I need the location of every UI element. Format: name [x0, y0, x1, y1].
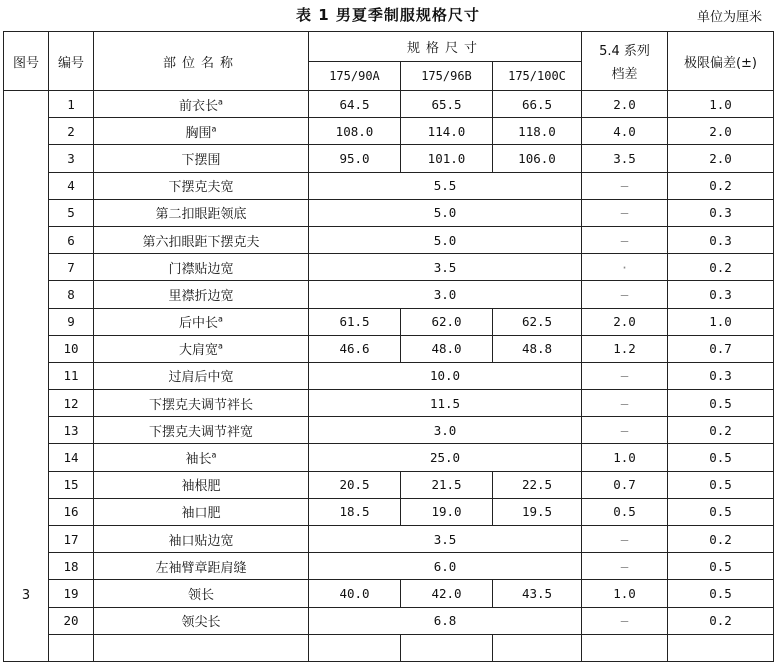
step-cell: · — [582, 254, 668, 281]
header-size-1: 175/90A — [309, 62, 401, 91]
part-name: 里襟折边宽 — [168, 288, 234, 304]
item-no-cell: 8 — [49, 281, 94, 308]
item-no-cell: 18 — [49, 553, 94, 580]
table-row-partial — [4, 634, 774, 661]
limit-cell: 0.5 — [668, 390, 774, 417]
limit-cell: 1.0 — [668, 91, 774, 118]
limit-cell: 0.2 — [668, 417, 774, 444]
part-name-cell — [94, 553, 309, 580]
step-cell: — — [582, 362, 668, 389]
part-name: 领长 — [187, 587, 214, 603]
header-size-group: 规格尺寸 — [309, 32, 582, 62]
part-name: 胸围 — [185, 125, 212, 141]
limit-cell: 0.5 — [668, 444, 774, 471]
empty-cell — [49, 634, 94, 661]
item-no-cell: 3 — [49, 145, 94, 172]
part-name: 领尖长 — [181, 615, 221, 631]
size-value-cell: 95.0 — [309, 145, 401, 172]
step-cell: 1.0 — [582, 444, 668, 471]
part-name-cell — [94, 417, 309, 444]
table-row — [4, 498, 774, 525]
size-value-cell: 48.0 — [401, 335, 493, 362]
part-name: 袖根肥 — [181, 479, 221, 495]
footnote-mark: a — [211, 450, 217, 460]
limit-cell: 0.2 — [668, 254, 774, 281]
table-row — [4, 580, 774, 607]
size-value-cell: 108.0 — [309, 118, 401, 145]
limit-cell: 0.3 — [668, 226, 774, 253]
part-name-cell — [94, 172, 309, 199]
size-value-cell: 114.0 — [401, 118, 493, 145]
table-row — [4, 172, 774, 199]
item-no-cell: 7 — [49, 254, 94, 281]
part-name: 下摆克夫宽 — [168, 180, 234, 196]
step-cell: — — [582, 199, 668, 226]
header-step-line2: 档差 — [611, 67, 638, 82]
size-value-cell: 22.5 — [493, 471, 582, 498]
part-name-cell — [94, 91, 309, 118]
table-row — [4, 308, 774, 335]
limit-cell: 0.5 — [668, 498, 774, 525]
part-name: 后中长 — [179, 316, 219, 332]
table-row — [4, 145, 774, 172]
part-name: 左袖臂章距肩缝 — [155, 560, 247, 576]
limit-cell: 0.2 — [668, 526, 774, 553]
part-name-cell — [94, 607, 309, 634]
part-name: 袖长 — [185, 452, 212, 468]
limit-cell: 2.0 — [668, 145, 774, 172]
table-row — [4, 281, 774, 308]
step-cell: 3.5 — [582, 145, 668, 172]
part-name: 前衣长 — [179, 98, 219, 114]
table-row — [4, 553, 774, 580]
part-name-cell — [94, 471, 309, 498]
part-name-cell — [94, 335, 309, 362]
item-no-cell: 19 — [49, 580, 94, 607]
size-value-cell: 19.0 — [401, 498, 493, 525]
item-no-cell: 16 — [49, 498, 94, 525]
step-cell: — — [582, 553, 668, 580]
item-no-cell: 2 — [49, 118, 94, 145]
item-no-cell: 9 — [49, 308, 94, 335]
unit-note: 单位为厘米 — [696, 10, 762, 25]
limit-cell: 0.3 — [668, 199, 774, 226]
part-name-cell — [94, 580, 309, 607]
merged-value-cell: 3.0 — [309, 417, 582, 444]
merged-value-cell: 3.5 — [309, 526, 582, 553]
step-cell: 1.2 — [582, 335, 668, 362]
header-step-line1: 5.4 系列 — [599, 44, 650, 59]
step-cell: — — [582, 390, 668, 417]
footnote-mark: a — [211, 124, 217, 134]
header-step — [582, 32, 668, 91]
merged-value-cell: 5.0 — [309, 199, 582, 226]
part-name-cell — [94, 390, 309, 417]
step-cell: 4.0 — [582, 118, 668, 145]
header-size-3: 175/100C — [493, 62, 582, 91]
part-name: 过肩后中宽 — [168, 370, 234, 386]
merged-value-cell: 11.5 — [309, 390, 582, 417]
empty-cell — [309, 634, 401, 661]
size-value-cell: 48.8 — [493, 335, 582, 362]
step-cell: 0.7 — [582, 471, 668, 498]
size-value-cell: 18.5 — [309, 498, 401, 525]
part-name-cell — [94, 226, 309, 253]
table-row — [4, 335, 774, 362]
step-cell: — — [582, 281, 668, 308]
item-no-cell: 15 — [49, 471, 94, 498]
header-size-2: 175/96B — [401, 62, 493, 91]
step-cell: 2.0 — [582, 91, 668, 118]
spec-table — [3, 31, 774, 662]
limit-cell: 0.5 — [668, 471, 774, 498]
step-cell: — — [582, 526, 668, 553]
part-name-cell — [94, 118, 309, 145]
table-caption — [0, 0, 776, 30]
part-name: 袖口贴边宽 — [168, 533, 234, 549]
table-title: 表 1 男夏季制服规格尺寸 — [296, 6, 480, 24]
size-value-cell: 43.5 — [493, 580, 582, 607]
size-value-cell: 66.5 — [493, 91, 582, 118]
merged-value-cell: 5.5 — [309, 172, 582, 199]
empty-cell — [401, 634, 493, 661]
part-name-cell — [94, 498, 309, 525]
limit-cell: 0.5 — [668, 580, 774, 607]
table-row — [4, 444, 774, 471]
part-name: 门襟贴边宽 — [168, 261, 234, 277]
header-item-no: 编号 — [49, 32, 94, 91]
limit-cell: 0.5 — [668, 553, 774, 580]
empty-cell — [94, 634, 309, 661]
empty-cell — [668, 634, 774, 661]
step-cell: — — [582, 607, 668, 634]
step-cell: — — [582, 172, 668, 199]
size-value-cell: 118.0 — [493, 118, 582, 145]
size-value-cell: 64.5 — [309, 91, 401, 118]
table-row — [4, 526, 774, 553]
size-value-cell: 21.5 — [401, 471, 493, 498]
empty-cell — [582, 634, 668, 661]
limit-cell: 1.0 — [668, 308, 774, 335]
step-cell: 1.0 — [582, 580, 668, 607]
merged-value-cell: 6.8 — [309, 607, 582, 634]
header-part-name: 部位名称 — [94, 32, 309, 91]
header-limit: 极限偏差(±) — [668, 32, 774, 91]
part-name: 下摆克夫调节袢宽 — [148, 424, 253, 440]
part-name: 下摆克夫调节袢长 — [148, 397, 253, 413]
empty-cell — [493, 634, 582, 661]
figure-ref-cell: 3 — [4, 91, 49, 662]
part-name: 下摆围 — [181, 152, 221, 168]
table-row — [4, 362, 774, 389]
item-no-cell: 6 — [49, 226, 94, 253]
table-row — [4, 91, 774, 118]
size-value-cell: 101.0 — [401, 145, 493, 172]
table-row — [4, 607, 774, 634]
size-value-cell: 46.6 — [309, 335, 401, 362]
item-no-cell: 5 — [49, 199, 94, 226]
part-name-cell — [94, 362, 309, 389]
part-name: 袖口肥 — [181, 506, 221, 522]
size-value-cell: 106.0 — [493, 145, 582, 172]
limit-cell: 0.2 — [668, 607, 774, 634]
step-cell: 0.5 — [582, 498, 668, 525]
footnote-mark: a — [218, 314, 223, 324]
size-value-cell: 42.0 — [401, 580, 493, 607]
table-row — [4, 199, 774, 226]
limit-cell: 0.3 — [668, 281, 774, 308]
size-value-cell: 61.5 — [309, 308, 401, 335]
header-figure-no: 图号 — [4, 32, 49, 91]
table-row — [4, 226, 774, 253]
limit-cell: 0.7 — [668, 335, 774, 362]
item-no-cell: 17 — [49, 526, 94, 553]
merged-value-cell: 3.5 — [309, 254, 582, 281]
step-cell: — — [582, 417, 668, 444]
part-name-cell — [94, 281, 309, 308]
limit-cell: 2.0 — [668, 118, 774, 145]
step-cell: 2.0 — [582, 308, 668, 335]
item-no-cell: 11 — [49, 362, 94, 389]
item-no-cell: 13 — [49, 417, 94, 444]
footnote-mark: a — [218, 341, 223, 351]
part-name-cell — [94, 526, 309, 553]
table-row — [4, 417, 774, 444]
table-row — [4, 254, 774, 281]
limit-cell: 0.3 — [668, 362, 774, 389]
table-row — [4, 390, 774, 417]
merged-value-cell: 25.0 — [309, 444, 582, 471]
size-value-cell: 65.5 — [401, 91, 493, 118]
part-name: 第二扣眼距领底 — [155, 207, 247, 223]
merged-value-cell: 10.0 — [309, 362, 582, 389]
merged-value-cell: 3.0 — [309, 281, 582, 308]
size-value-cell: 62.5 — [493, 308, 582, 335]
item-no-cell: 20 — [49, 607, 94, 634]
size-value-cell: 20.5 — [309, 471, 401, 498]
merged-value-cell: 5.0 — [309, 226, 582, 253]
size-value-cell: 62.0 — [401, 308, 493, 335]
item-no-cell: 12 — [49, 390, 94, 417]
part-name-cell — [94, 254, 309, 281]
part-name-cell — [94, 444, 309, 471]
part-name-cell — [94, 145, 309, 172]
size-value-cell: 19.5 — [493, 498, 582, 525]
item-no-cell: 1 — [49, 91, 94, 118]
part-name: 大肩宽 — [179, 343, 219, 359]
merged-value-cell: 6.0 — [309, 553, 582, 580]
table-row — [4, 118, 774, 145]
item-no-cell: 14 — [49, 444, 94, 471]
footnote-mark: a — [218, 97, 223, 107]
part-name: 第六扣眼距下摆克夫 — [142, 234, 260, 250]
table-row — [4, 471, 774, 498]
part-name-cell — [94, 199, 309, 226]
item-no-cell: 4 — [49, 172, 94, 199]
item-no-cell: 10 — [49, 335, 94, 362]
limit-cell: 0.2 — [668, 172, 774, 199]
size-value-cell: 40.0 — [309, 580, 401, 607]
part-name-cell — [94, 308, 309, 335]
step-cell: — — [582, 226, 668, 253]
